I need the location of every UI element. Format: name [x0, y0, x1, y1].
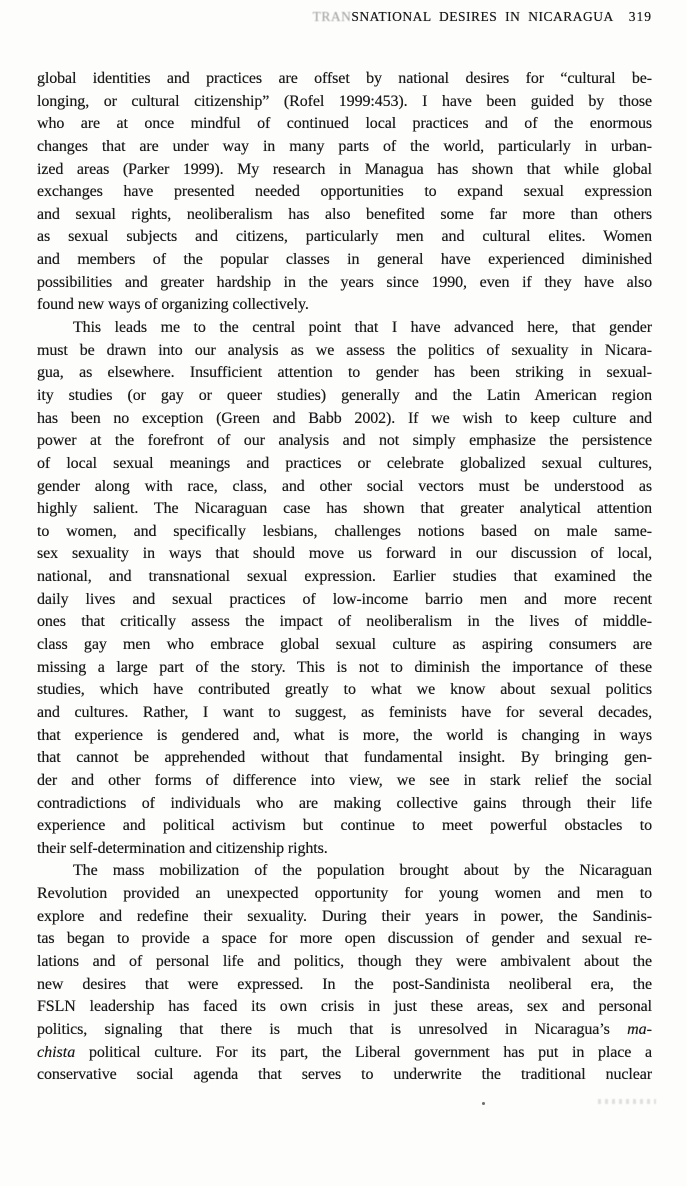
text-run: who are at once mindful of continued local practices and of the enormous [37, 115, 652, 133]
text-line [37, 906, 652, 929]
text-run: highly salient. The Nicaraguan case has shown that greater analytical attention [37, 500, 652, 518]
text-line [37, 634, 652, 657]
text-run: to women, and specifically lesbians, challenges notions based on male same- [37, 522, 652, 540]
text-line [37, 476, 652, 499]
text-run: explore and redefine their sexuality. During their years in power, the Sandinis- [37, 907, 652, 925]
text-line [37, 249, 652, 272]
text-line [37, 317, 652, 340]
scan-smudge-icon [598, 1099, 656, 1104]
text-run: ones that critically assess the impact of neoliberalism in the lives of middle- [37, 613, 652, 631]
text-line [37, 294, 652, 317]
text-line [37, 1019, 652, 1042]
text-run: possibilities and greater hardship in the years since 1990, even if they have also [37, 273, 652, 291]
text-run: tas began to provide a space for more open discussion of gender and sexual re- [37, 930, 652, 948]
text-line [37, 747, 652, 770]
italic-run: chista [37, 1043, 76, 1061]
text-line [37, 136, 652, 159]
text-run: power at the forefront of our analysis and not simply emphasize the persistence [37, 432, 652, 450]
running-head [37, 9, 652, 25]
text-run: This leads me to the central point that I have advanced here, that gender [73, 319, 652, 337]
text-run: politics, signaling that there is much that is unresolved in Nicaragua’s [37, 1020, 628, 1038]
text-run: and sexual rights, neoliberalism has also benefited some far more than others [37, 205, 652, 223]
text-run: ity studies (or gay or queer studies) generally and the Latin American region [37, 386, 652, 404]
text-run: ized areas (Parker 1999). My research in Managua has shown that while global [37, 160, 652, 178]
text-line [37, 91, 652, 114]
running-head-rest-part: SNATIONAL DESIRES IN NICARAGUA [351, 9, 614, 24]
text-run: national, and transnational sexual expression. Earlier studies that examined the [37, 568, 652, 586]
body-text [37, 68, 652, 1087]
paragraph [37, 860, 652, 1086]
text-line [37, 521, 652, 544]
text-run: sex sexuality in ways that should move us forward in our discussion of local, [37, 545, 652, 563]
text-run: gua, as elsewhere. Insufficient attention to gender has been striking in sexual- [37, 364, 652, 382]
text-line [37, 657, 652, 680]
text-line [37, 951, 652, 974]
text-line [37, 385, 652, 408]
text-line [37, 181, 652, 204]
text-line [37, 974, 652, 997]
text-run: lations and of personal life and politics, though they were ambivalent about the [37, 952, 652, 970]
text-run: der and other forms of difference into view, we see in stark relief the social [37, 771, 652, 789]
text-run: political culture. For its part, the Liberal government has put in place a [75, 1043, 652, 1061]
text-run: must be drawn into our analysis as we assess the politics of sexuality in Nicara- [37, 341, 652, 359]
text-line [37, 1042, 652, 1065]
scan-speck-icon [482, 1102, 485, 1105]
text-run: longing, or cultural citizenship” (Rofel 1999:453). I have been guided by those [37, 92, 652, 110]
text-line [37, 68, 652, 91]
text-line [37, 1064, 652, 1087]
text-run: experience and political activism but continue to meet powerful obstacles to [37, 817, 652, 835]
text-run: found new ways of organizing collectively. [37, 296, 309, 314]
text-run: The mass mobilization of the population brought about by the Nicaraguan [73, 862, 652, 880]
text-run: their self-determination and citizenship rights. [37, 839, 328, 857]
text-line [37, 498, 652, 521]
italic-run: ma- [627, 1020, 652, 1038]
text-run: and cultures. Rather, I want to suggest, as feminists have for several decades, [37, 703, 652, 721]
paragraph [37, 68, 652, 317]
text-line [37, 453, 652, 476]
paragraph [37, 317, 652, 860]
text-run: new desires that were expressed. In the post-Sandinista neoliberal era, the [37, 975, 652, 993]
text-run: has been no exception (Green and Babb 2002). If we wish to keep culture and [37, 409, 652, 427]
text-line [37, 566, 652, 589]
text-line [37, 815, 652, 838]
text-line [37, 543, 652, 566]
text-run: global identities and practices are offset by national desires for “cultural be- [37, 70, 652, 87]
text-run: class gay men who embrace global sexual culture as aspiring consumers are [37, 636, 652, 654]
running-head-title [313, 9, 614, 24]
text-run: and members of the popular classes in general have experienced diminished [37, 251, 652, 269]
text-line [37, 362, 652, 385]
text-line [37, 159, 652, 182]
text-run: Revolution provided an unexpected opportunity for young women and men to [37, 885, 652, 903]
text-run: exchanges have presented needed opportunities to expand sexual expression [37, 183, 652, 201]
text-line [37, 883, 652, 906]
text-run: conservative social agenda that serves to underwrite the traditional nuclear [37, 1066, 652, 1084]
text-line [37, 860, 652, 883]
text-run: that cannot be apprehended without that fundamental insight. By bringing gen- [37, 749, 652, 767]
text-line [37, 928, 652, 951]
text-line [37, 113, 652, 136]
text-line [37, 340, 652, 363]
text-run: gender along with race, class, and other social vectors must be understood as [37, 477, 652, 495]
running-head-faded-part: TRAN [312, 9, 352, 24]
text-line [37, 589, 652, 612]
text-run: missing a large part of the story. This is not to diminish the importance of these [37, 658, 652, 676]
text-line [37, 996, 652, 1019]
text-run: studies, which have contributed greatly to what we know about sexual politics [37, 681, 652, 699]
text-line [37, 838, 652, 861]
text-line [37, 226, 652, 249]
text-line [37, 725, 652, 748]
text-run: as sexual subjects and citizens, particularly men and cultural elites. Women [37, 228, 652, 246]
text-line [37, 679, 652, 702]
text-run: of local sexual meanings and practices or celebrate globalized sexual cultures, [37, 454, 652, 472]
text-line [37, 272, 652, 295]
text-line [37, 793, 652, 816]
text-line [37, 770, 652, 793]
page-number: 319 [628, 9, 652, 24]
text-run: FSLN leadership has faced its own crisis in just these areas, sex and personal [37, 998, 652, 1016]
text-run: changes that are under way in many parts of the world, particularly in urban- [37, 137, 652, 155]
text-line [37, 611, 652, 634]
text-line [37, 430, 652, 453]
text-line [37, 702, 652, 725]
text-line [37, 408, 652, 431]
text-line [37, 204, 652, 227]
text-run: daily lives and sexual practices of low-income barrio men and more recent [37, 590, 652, 608]
text-run: that experience is gendered and, what is more, the world is changing in ways [37, 726, 652, 744]
text-run: contradictions of individuals who are making collective gains through their life [37, 794, 652, 812]
